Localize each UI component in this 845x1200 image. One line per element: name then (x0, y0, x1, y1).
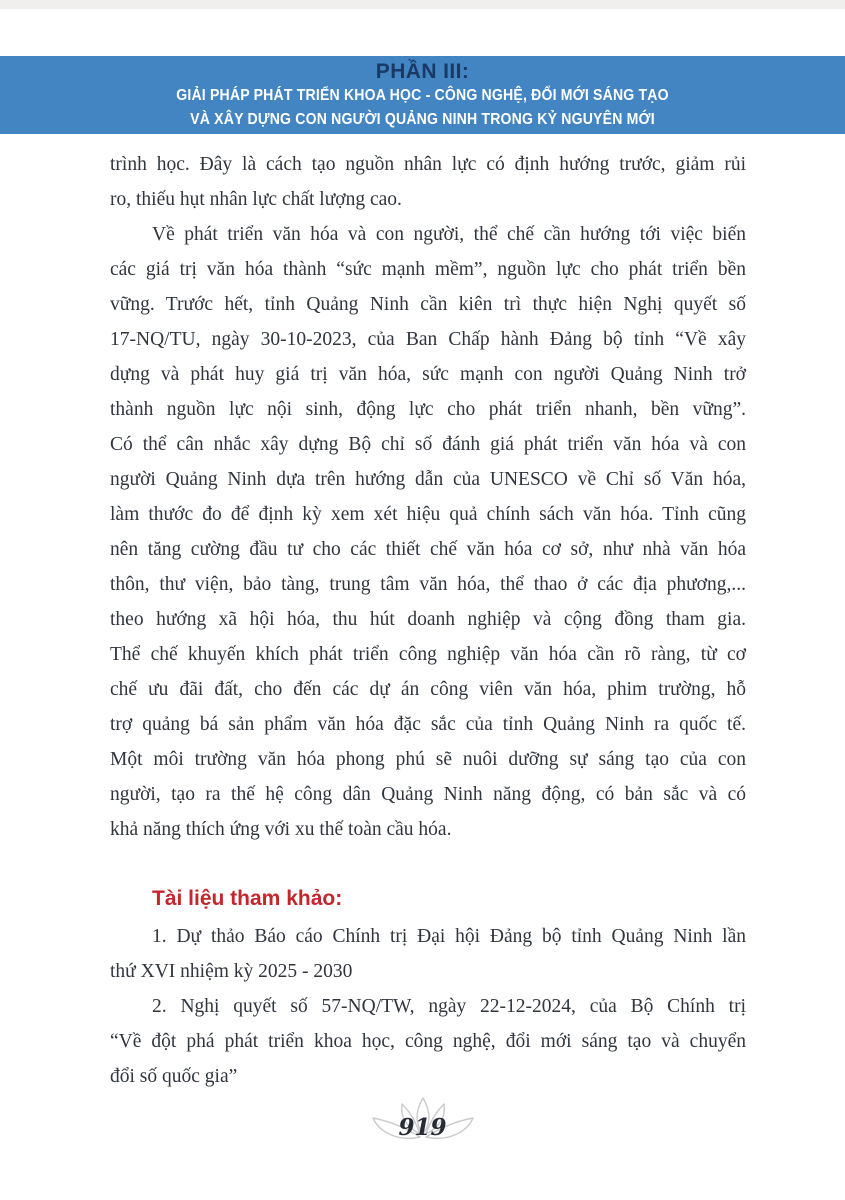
text-line: người Quảng Ninh dựa trên hướng dẫn của UNESCO về Chỉ số Văn hóa, (110, 469, 746, 490)
text-line: 17-NQ/TU, ngày 30-10-2023, của Ban Chấp hành Đảng bộ tỉnh “Về xây (110, 329, 746, 350)
text-line: nên tăng cường đầu tư cho các thiết chế văn hóa cơ sở, như nhà văn hóa (110, 539, 746, 560)
text-line: 2. Nghị quyết số 57-NQ/TW, ngày 22-12-2024, của Bộ Chính trị (152, 996, 746, 1017)
page-top-edge (0, 0, 845, 9)
text-line: 1. Dự thảo Báo cáo Chính trị Đại hội Đảng bộ tỉnh Quảng Ninh lần (152, 926, 746, 947)
banner-subtitle-line2: VÀ XÂY DỰNG CON NGƯỜI QUẢNG NINH TRONG KỶ NGUYÊN MỚI (190, 111, 655, 128)
reference-lines (110, 919, 746, 989)
content-area (110, 147, 746, 1094)
text-line: khả năng thích ứng với xu thế toàn cầu hóa. (110, 819, 452, 840)
text-line: Một môi trường văn hóa phong phú sẽ nuôi dưỡng sự sáng tạo của con (110, 749, 746, 770)
part-banner (0, 56, 845, 134)
banner-subtitle-line1: GIẢI PHÁP PHÁT TRIỂN KHOA HỌC - CÔNG NGHỆ, ĐỔI MỚI SÁNG TẠO (176, 87, 669, 104)
text-line: các giá trị văn hóa thành “sức mạnh mềm”, nguồn lực cho phát triển bền (110, 259, 746, 280)
reference-list (110, 919, 746, 1094)
text-line: ro, thiếu hụt nhân lực chất lượng cao. (110, 189, 402, 210)
text-line: đổi số quốc gia” (110, 1066, 238, 1087)
text-line: Thể chế khuyến khích phát triển công nghiệp văn hóa cần rõ ràng, từ cơ (110, 644, 746, 665)
text-line: người, tạo ra thế hệ công dân Quảng Ninh năng động, có bản sắc và có (110, 784, 746, 805)
text-line: dựng và phát huy giá trị văn hóa, sức mạnh con người Quảng Ninh trở (110, 364, 746, 385)
text-line: làm thước đo để định kỳ xem xét hiệu quả chính sách văn hóa. Tỉnh cũng (110, 504, 746, 525)
page-footer (0, 1096, 845, 1152)
text-line: trình học. Đây là cách tạo nguồn nhân lực có định hướng trước, giảm rủi (110, 154, 746, 175)
page-number: 919 (398, 1114, 447, 1141)
text-line: thôn, thư viện, bảo tàng, trung tâm văn hóa, thể thao ở các địa phương,... (110, 574, 746, 595)
text-line: vững. Trước hết, tỉnh Quảng Ninh cần kiên trì thực hiện Nghị quyết số (110, 294, 746, 315)
body-paragraphs (110, 147, 746, 847)
reference-lines (110, 989, 746, 1094)
paragraph (110, 217, 746, 847)
text-line: theo hướng xã hội hóa, thu hút doanh nghiệp và cộng đồng tham gia. (110, 609, 746, 630)
text-line: chế ưu đãi đất, cho đến các dự án công viên văn hóa, phim trường, hỗ (110, 679, 746, 700)
paragraph-lines (110, 147, 746, 217)
text-line: trợ quảng bá sản phẩm văn hóa đặc sắc của tỉnh Quảng Ninh ra quốc tế. (110, 714, 746, 735)
lotus-page-number-group (357, 1096, 489, 1152)
reference-item (110, 919, 746, 989)
paragraph-lines (110, 217, 746, 847)
text-line: “Về đột phá phát triển khoa học, công nghệ, đổi mới sáng tạo và chuyển (110, 1031, 746, 1052)
text-line: Về phát triển văn hóa và con người, thể chế cần hướng tới việc biến (152, 224, 746, 245)
text-line: thứ XVI nhiệm kỳ 2025 - 2030 (110, 961, 353, 982)
part-label: PHẦN III: (375, 60, 470, 83)
text-line: thành nguồn lực nội sinh, động lực cho phát triển nhanh, bền vững”. (110, 399, 746, 420)
text-line: Có thể cân nhắc xây dựng Bộ chỉ số đánh giá phát triển văn hóa và con (110, 434, 746, 455)
reference-item (110, 989, 746, 1094)
references-heading: Tài liệu tham khảo: (152, 887, 343, 910)
paragraph (110, 147, 746, 217)
